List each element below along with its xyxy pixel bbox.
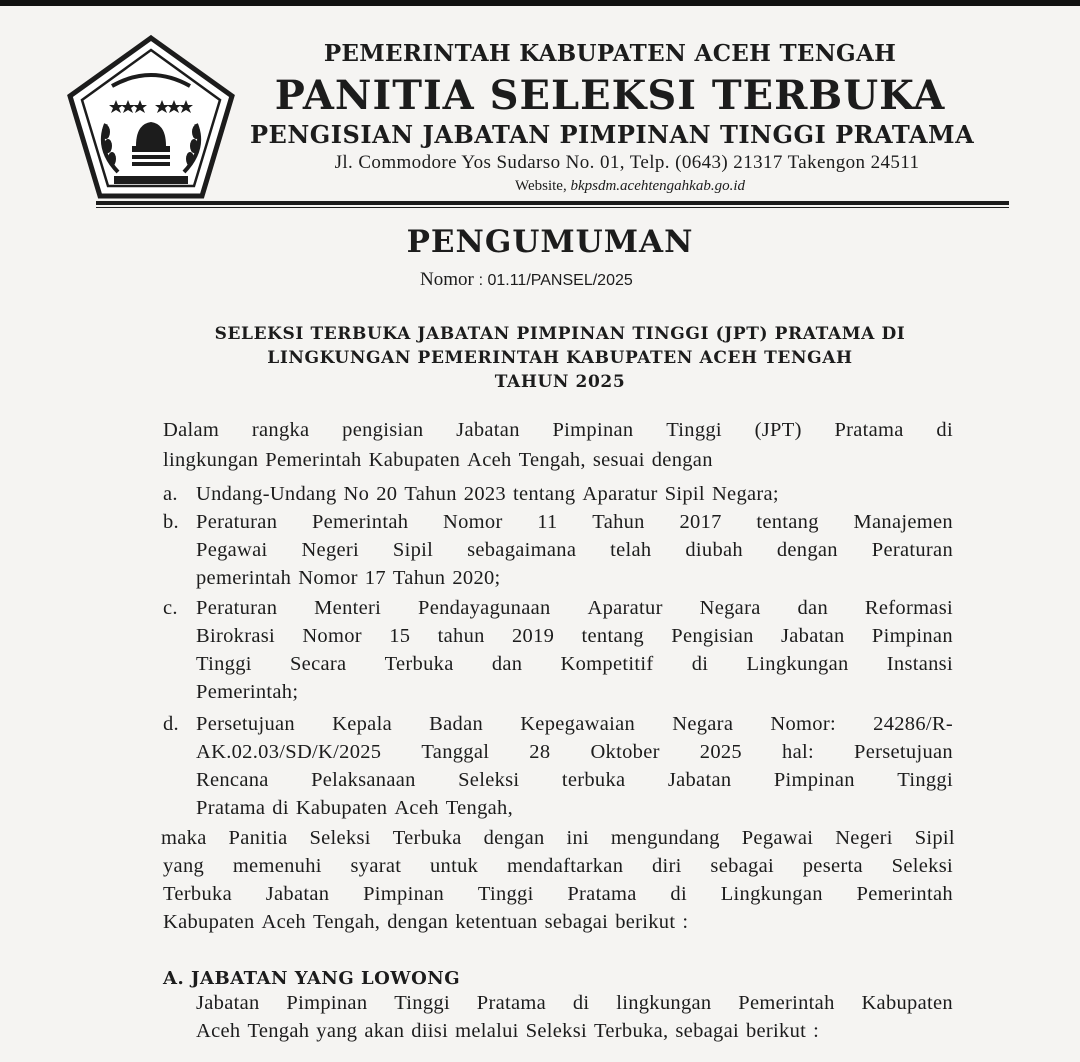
word: tentang	[581, 625, 644, 647]
word: Rencana	[196, 769, 269, 791]
word: Jabatan	[456, 419, 520, 441]
word: Badan	[429, 713, 484, 735]
word: Pratama	[476, 992, 547, 1014]
word: melalui	[455, 1020, 519, 1042]
word: Negeri	[301, 539, 360, 561]
word: untuk	[430, 855, 479, 877]
letterhead-divider-thin	[96, 207, 1009, 208]
word: 15	[389, 625, 411, 647]
word: Negara;	[711, 483, 779, 505]
word: Seleksi	[458, 769, 520, 791]
word: Persetujuan	[854, 741, 953, 763]
list-marker-a: a.	[163, 483, 178, 505]
letterhead-divider-thick	[96, 201, 1009, 205]
list-b-line-1	[196, 509, 953, 535]
word: Nomor	[443, 511, 503, 533]
word: tentang	[756, 511, 819, 533]
website-label: Website,	[515, 178, 567, 194]
word: diisi	[411, 1020, 449, 1042]
list-c-line-3	[196, 651, 953, 677]
word: Aceh	[196, 1020, 241, 1042]
section-a-line-2	[196, 1018, 953, 1044]
closing-line-4	[163, 909, 953, 935]
word: Kabupaten	[295, 797, 388, 819]
word: ketentuan	[455, 911, 538, 933]
word: Kompetitif	[560, 653, 654, 675]
word: Negara	[699, 597, 761, 619]
word: Menteri	[314, 597, 382, 619]
word: Peraturan	[196, 597, 278, 619]
word: ini	[566, 827, 590, 849]
word: Pimpinan	[286, 992, 368, 1014]
word: Tinggi	[897, 769, 953, 791]
word: No	[343, 483, 370, 505]
section-a-heading: A. JABATAN YANG LOWONG	[163, 968, 461, 989]
word: Pemerintah	[856, 883, 953, 905]
word: terbuka	[561, 769, 626, 791]
closing-line-2	[163, 853, 953, 879]
word: Terbuka	[163, 883, 232, 905]
word: Tanggal	[421, 741, 490, 763]
word: Tinggi	[394, 992, 450, 1014]
word: Pemerintah	[738, 992, 835, 1014]
announcement-number	[420, 269, 840, 291]
word: pemerintah	[196, 567, 292, 589]
word: Sipil	[914, 827, 955, 849]
header-government: PEMERINTAH KABUPATEN ACEH TENGAH	[323, 40, 897, 67]
word: Tengah,	[518, 449, 586, 471]
word: tentang	[512, 483, 576, 505]
intro-line-1	[163, 417, 953, 443]
word: Seleksi	[309, 827, 371, 849]
word: sebagai	[675, 1020, 739, 1042]
word: akan	[364, 1020, 405, 1042]
word: Negara	[672, 713, 734, 735]
word: Aceh	[261, 911, 306, 933]
word: sebagai	[710, 855, 774, 877]
word: Terbuka	[384, 653, 454, 675]
header-website	[370, 178, 890, 195]
word: Pemerintah;	[196, 681, 299, 703]
word: Tahun	[592, 511, 645, 533]
word: Peraturan	[871, 539, 953, 561]
word: mengundang	[610, 827, 720, 849]
word: Jabatan	[667, 769, 732, 791]
section-a-line-1	[196, 990, 953, 1016]
intro-line-2	[163, 447, 953, 473]
word: Sipil	[392, 539, 434, 561]
word: Oktober	[590, 741, 660, 763]
word: Dalam	[163, 419, 220, 441]
list-c-line-1	[196, 595, 953, 621]
word: yang	[316, 1020, 358, 1042]
word: Nomor:	[770, 713, 836, 735]
word: Pengisian	[671, 625, 754, 647]
word: Aparatur	[582, 483, 658, 505]
word: Tahun	[392, 567, 446, 589]
word: 2023	[463, 483, 506, 505]
word: Pimpinan	[773, 769, 855, 791]
word: Aparatur	[587, 597, 663, 619]
word: :	[813, 1020, 820, 1042]
word: diri	[652, 855, 682, 877]
word: 11	[537, 511, 558, 533]
word: Pendayagunaan	[418, 597, 551, 619]
word: Tinggi	[477, 883, 534, 905]
word: Tahun	[404, 483, 457, 505]
word: Kabupaten	[861, 992, 953, 1014]
word: Tinggi	[666, 419, 722, 441]
word: Secara	[289, 653, 347, 675]
word: Terbuka	[392, 827, 462, 849]
word: Tengah,	[312, 911, 381, 933]
closing-line-3	[163, 881, 953, 907]
word: Seleksi	[525, 1020, 588, 1042]
word: Aceh	[467, 449, 512, 471]
word: di	[670, 883, 687, 905]
word: Negeri	[835, 827, 893, 849]
word: di	[272, 797, 289, 819]
word: Jabatan	[196, 992, 260, 1014]
heading-line-3: TAHUN 2025	[494, 372, 626, 392]
word: Undang-Undang	[196, 483, 337, 505]
word: Instansi	[886, 653, 953, 675]
word: (JPT)	[754, 419, 802, 441]
word: Pratama	[567, 883, 637, 905]
word: Peraturan	[196, 511, 278, 533]
word: memenuhi	[232, 855, 322, 877]
announcement-title: PENGUMUMAN	[406, 224, 694, 260]
word: berikut	[615, 911, 676, 933]
word: dan	[797, 597, 828, 619]
word: lingkungan	[163, 449, 259, 471]
word: telah	[610, 539, 652, 561]
word: Reformasi	[864, 597, 953, 619]
word: Kabupaten	[163, 911, 255, 933]
word: sesuai	[592, 449, 645, 471]
word: Pratama	[834, 419, 904, 441]
word: 28	[529, 741, 551, 763]
word: dengan	[776, 539, 838, 561]
list-c-line-2	[196, 623, 953, 649]
list-b-line-3	[196, 565, 953, 591]
word: :	[682, 911, 689, 933]
document-page	[0, 6, 1080, 1062]
word: Pegawai	[196, 539, 268, 561]
list-d-line-2	[196, 739, 953, 765]
word: di	[572, 992, 590, 1014]
word: dan	[491, 653, 523, 675]
word: maka	[161, 827, 207, 849]
word: Nomor	[298, 567, 358, 589]
word: sebagaimana	[467, 539, 577, 561]
word: Pegawai	[741, 827, 814, 849]
word: Pratama	[196, 797, 266, 819]
nomor-value: : 01.11/PANSEL/2025	[478, 272, 633, 289]
word: Tengah,	[445, 797, 514, 819]
heading-line-1: SELEKSI TERBUKA JABATAN PIMPINAN TINGGI (JPT) PRATAMA DI	[214, 324, 906, 344]
word: Terbuka,	[594, 1020, 669, 1042]
word: AK.02.03/SD/K/2025	[196, 741, 382, 763]
word: Lingkungan	[720, 883, 823, 905]
word: hal:	[782, 741, 814, 763]
closing-line-1	[161, 825, 955, 851]
nomor-label: Nomor	[420, 269, 474, 290]
word: Pimpinan	[871, 625, 953, 647]
word: Persetujuan	[196, 713, 295, 735]
header-panel-title: PANITIA SELEKSI TERBUKA	[274, 72, 946, 119]
word: Pimpinan	[363, 883, 445, 905]
word: dengan	[387, 911, 449, 933]
word: mendaftarkan	[506, 855, 624, 877]
word: sebagai	[544, 911, 609, 933]
list-b-line-2	[196, 537, 953, 563]
word: 17	[364, 567, 386, 589]
word: di	[691, 653, 709, 675]
word: Jabatan	[781, 625, 845, 647]
word: Sipil	[664, 483, 705, 505]
word: rangka	[251, 419, 310, 441]
word: pengisian	[342, 419, 424, 441]
word: 2025	[699, 741, 742, 763]
word: 2020;	[452, 567, 501, 589]
word: Kepegawaian	[520, 713, 636, 735]
word: di	[936, 419, 953, 441]
aceh-tengah-emblem-icon	[66, 34, 236, 204]
word: Tinggi	[196, 653, 252, 675]
list-marker-b: b.	[163, 511, 179, 533]
word: Seleksi	[891, 855, 953, 877]
word: dengan	[651, 449, 713, 471]
word: 24286/R-	[873, 713, 953, 735]
word: Pemerintah	[265, 449, 362, 471]
word: Pimpinan	[552, 419, 634, 441]
word: berikut	[745, 1020, 807, 1042]
header-subtitle: PENGISIAN JABATAN PIMPINAN TINGGI PRATAMA	[250, 120, 975, 149]
word: 2019	[511, 625, 555, 647]
scan-artifact	[20, 44, 72, 54]
heading-line-2: LINGKUNGAN PEMERINTAH KABUPATEN ACEH TENGAH	[267, 348, 853, 368]
header-address: Jl. Commodore Yos Sudarso No. 01, Telp. (0643) 21317 Takengon 24511	[334, 152, 920, 173]
word: Kabupaten	[368, 449, 461, 471]
word: 20	[376, 483, 398, 505]
list-marker-d: d.	[163, 713, 179, 735]
word: Panitia	[228, 827, 288, 849]
word: Kepala	[332, 713, 392, 735]
word: Lingkungan	[746, 653, 849, 675]
word: Jabatan	[265, 883, 330, 905]
word: peserta	[802, 855, 863, 877]
word: Birokrasi	[196, 625, 275, 647]
word: syarat	[350, 855, 402, 877]
word: diubah	[685, 539, 743, 561]
word: Manajemen	[853, 511, 953, 533]
word: 2017	[679, 511, 722, 533]
word: Tengah	[247, 1020, 310, 1042]
word: tahun	[437, 625, 485, 647]
word: dengan	[483, 827, 545, 849]
word: lingkungan	[616, 992, 712, 1014]
website-url: bkpsdm.acehtengahkab.go.id	[570, 178, 745, 194]
list-d-line-1	[196, 711, 953, 737]
list-d-line-4	[196, 795, 953, 821]
word: Nomor	[302, 625, 362, 647]
list-a-line-1	[196, 481, 953, 507]
list-d-line-3	[196, 767, 953, 793]
word: Aceh	[394, 797, 439, 819]
list-c-line-4	[196, 679, 953, 705]
list-marker-c: c.	[163, 597, 178, 619]
word: Pemerintah	[311, 511, 409, 533]
word: yang	[163, 855, 205, 877]
word: Pelaksanaan	[311, 769, 416, 791]
